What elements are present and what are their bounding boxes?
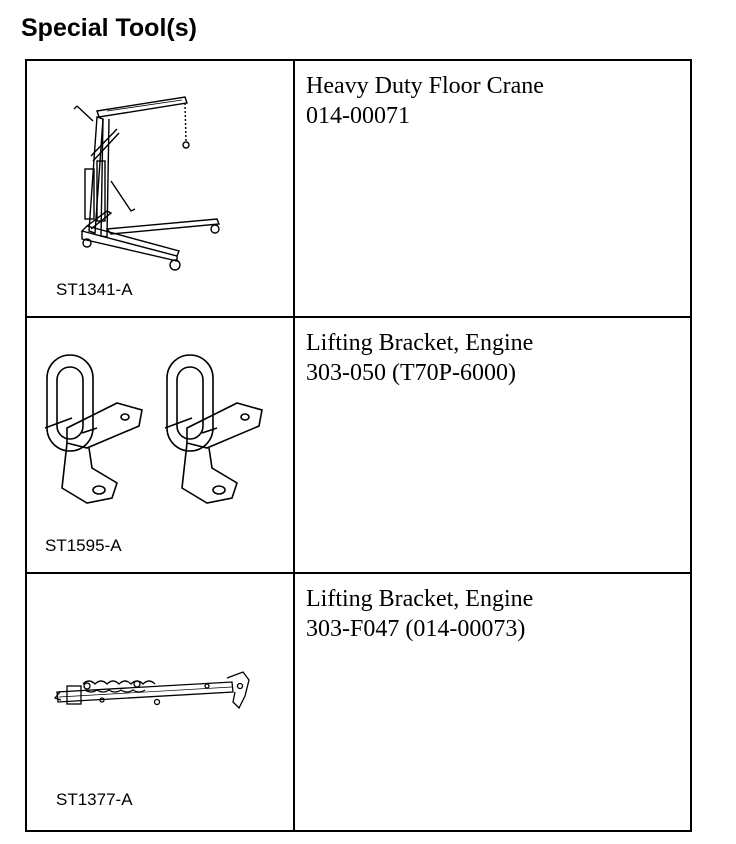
tool-name: Lifting Bracket, Engine xyxy=(306,586,534,612)
tool-number: 303-050 (T70P-6000) xyxy=(306,360,516,386)
tool-name: Heavy Duty Floor Crane xyxy=(306,73,544,99)
tool-name: Lifting Bracket, Engine xyxy=(306,330,534,356)
tool-description-cell xyxy=(294,60,691,317)
table-row xyxy=(26,573,691,831)
tool-description-cell xyxy=(294,573,691,831)
special-tools-table xyxy=(25,59,692,832)
figure-caption: ST1595-A xyxy=(45,536,122,555)
tool-image-cell xyxy=(26,317,294,573)
tool-image-cell xyxy=(26,573,294,831)
figure-caption: ST1377-A xyxy=(56,790,133,809)
figure-caption: ST1341-A xyxy=(56,280,133,299)
tool-image-cell xyxy=(26,60,294,317)
tool-number: 014-00071 xyxy=(306,103,410,129)
tool-description-cell xyxy=(294,317,691,573)
page-title: Special Tool(s) xyxy=(21,14,197,42)
tool-number: 303-F047 (014-00073) xyxy=(306,616,526,642)
table-row xyxy=(26,317,691,573)
table-row xyxy=(26,60,691,317)
